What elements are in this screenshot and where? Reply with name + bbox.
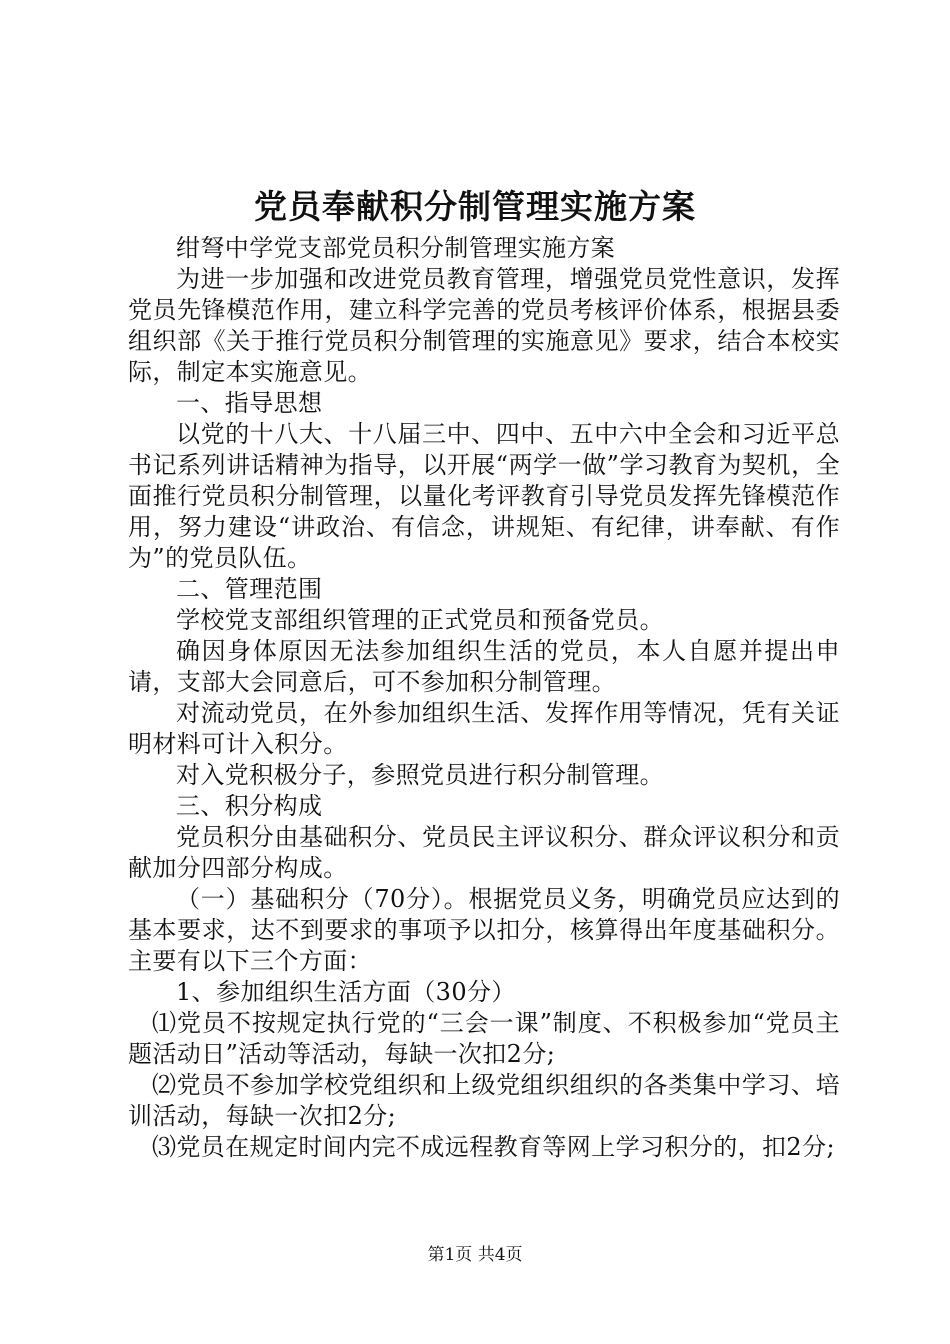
subheading-organization-life: 1、参加组织生活方面（30分）	[176, 978, 516, 1006]
document-body	[128, 233, 840, 1163]
scope-paragraph-4: 对入党积极分子，参照党员进行积分制管理。	[176, 761, 664, 789]
subtitle-paragraph: 绀弩中学党支部党员积分制管理实施方案	[176, 234, 616, 262]
document-title: 党员奉献积分制管理实施方案	[254, 187, 696, 226]
base-points-paragraph: （一）基础积分（70分）。根据党员义务，明确党员应达到的基本要求，达不到要求的事项予以扣分，核算得出年度基础积分。主要有以下三个方面：	[128, 885, 840, 975]
scope-paragraph-3: 对流动党员，在外参加组织生活、发挥作用等情况，凭有关证明材料可计入积分。	[128, 699, 840, 758]
section-heading-composition: 三、积分构成	[176, 792, 323, 820]
page-number-footer: 第1页 共4页	[427, 1245, 523, 1265]
scope-paragraph-2: 确因身体原因无法参加组织生活的党员，本人自愿并提出申请，支部大会同意后，可不参加积分制管理。	[128, 637, 840, 696]
list-item-1: ⑴党员不按规定执行党的“三会一课”制度、不积极参加“党员主题活动日”活动等活动，每缺一次扣2分;	[128, 1009, 840, 1068]
composition-paragraph: 党员积分由基础积分、党员民主评议积分、群众评议积分和贡献加分四部分构成。	[128, 823, 840, 882]
list-item-3: ⑶党员在规定时间内完不成远程教育等网上学习积分的，扣2分;	[152, 1133, 835, 1161]
guiding-thought-paragraph: 以党的十八大、十八届三中、四中、五中六中全会和习近平总书记系列讲话精神为指导，以开展“两学一做”学习教育为契机，全面推行党员积分制管理，以量化考评教育引导党员发挥先锋模范作用，努力建设“讲政治、有信念，讲规矩、有纪律，讲奉献、有作为”的党员队伍。	[128, 420, 840, 572]
section-heading-guiding-thought: 一、指导思想	[176, 389, 323, 417]
list-item-2: ⑵党员不参加学校党组织和上级党组织组织的各类集中学习、培训活动，每缺一次扣2分;	[128, 1071, 840, 1130]
section-heading-scope: 二、管理范围	[176, 575, 323, 603]
intro-paragraph: 为进一步加强和改进党员教育管理，增强党员党性意识，发挥党员先锋模范作用，建立科学完善的党员考核评价体系，根据县委组织部《关于推行党员积分制管理的实施意见》要求，结合本校实际，制定本实施意见。	[128, 265, 840, 386]
scope-paragraph-1: 学校党支部组织管理的正式党员和预备党员。	[176, 606, 664, 634]
